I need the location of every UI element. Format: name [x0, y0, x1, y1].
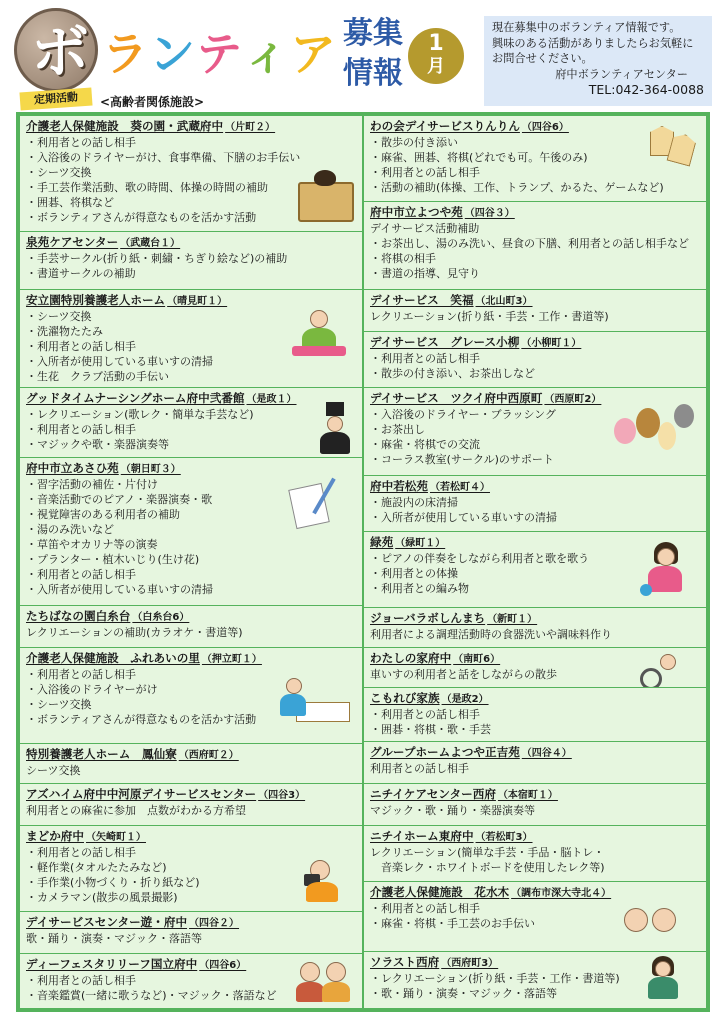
elderly-woman-body-icon: [322, 982, 350, 1002]
activity-line: ・利用者との話し相手: [26, 340, 136, 353]
facility-title: グループホームよつや正吉苑: [370, 745, 520, 759]
facility-cell: [364, 952, 706, 1008]
facility-location: （是政2）: [441, 694, 489, 705]
facility-location: （西府町3）: [441, 958, 499, 969]
magician-hat-icon: [326, 402, 344, 416]
activity-line: 音楽レク・ホワイトボードを使用したレク等): [370, 861, 605, 874]
knitting-woman-face-icon: [657, 548, 675, 566]
facility-title: デイサービス 笑福: [370, 293, 474, 307]
activity-line: ・プランター・植木いじり(生け花): [26, 553, 200, 566]
activity-line: ・利用者との話し相手: [26, 846, 136, 859]
activity-line: ・書道サークルの補助: [26, 267, 136, 280]
activity-line: ・ボランティアさんが得意なものを活かす活動: [26, 713, 257, 726]
activity-line: ・シーツ交換: [26, 166, 92, 179]
elderly-man-body-icon: [296, 982, 324, 1002]
activity-line: ・草笛やオカリナ等の演奏: [26, 538, 158, 551]
facility-cell: [20, 912, 362, 954]
facility-title: まどか府中: [26, 829, 84, 843]
facility-title: わの会デイサービスりんりん: [370, 119, 520, 133]
facility-cell: [20, 826, 362, 912]
facility-location: （四谷3）: [258, 790, 306, 801]
activity-line: ・散歩の付き添い: [370, 136, 458, 149]
activity-line: ・カメラマン(散歩の風景撮影): [26, 891, 178, 904]
page-title: [102, 18, 337, 84]
activity-line: ・手芸サークル(折り紙・刺繍・ちぎり絵など)の補助: [26, 252, 288, 265]
activity-line: ・利用者との話し相手: [370, 708, 480, 721]
facility-cell: [20, 648, 362, 744]
facility-title: ディーフェスタリリーフ国立府中: [26, 957, 198, 971]
facility-title: 緑苑: [370, 535, 394, 549]
facility-cell: [20, 388, 362, 458]
facility-location: （四谷３）: [464, 208, 515, 219]
activity-line: ・入所者が使用している車いすの清掃: [26, 355, 213, 368]
facility-title: アズハイム府中中河原デイサービスセンター: [26, 787, 257, 801]
activity-line: ・利用者との話し相手: [370, 902, 480, 915]
activity-line: レクリエーション(折り紙・手芸・工作・書道等): [370, 310, 609, 323]
facility-cell: [20, 954, 362, 1008]
wheelchair-helper-icon: [660, 654, 676, 670]
facility-title: 安立園特別養護老人ホーム: [26, 293, 166, 307]
activity-line: ・ピアノの伴奏をしながら利用者と歌を歌う: [370, 552, 590, 565]
recruit-heading: [338, 14, 408, 94]
facility-grid: [16, 112, 710, 1012]
bear-icon: [636, 408, 660, 438]
facility-location: （四谷４）: [521, 748, 572, 759]
facility-title: デイサービス グレース小柳: [370, 335, 520, 349]
knitting-woman-body-icon: [648, 566, 682, 592]
facility-cell: [364, 608, 706, 648]
facility-cell: [20, 606, 362, 648]
facility-location: （朝日町３）: [120, 464, 181, 475]
activity-line: ・利用者との話し相手: [26, 974, 136, 987]
facility-title: ソラスト西府: [370, 955, 440, 969]
activity-line: ・お茶出し、湯のみ洗い、昼食の下膳、利用者との話し相手など: [370, 237, 689, 250]
activity-line: ・マジックや歌・楽器演奏等: [26, 438, 169, 451]
activity-line: ・書道の指導、見守り: [370, 267, 480, 280]
facility-location: （白糸台6）: [132, 612, 190, 623]
title-char: ア: [290, 27, 337, 81]
facility-title: 府中市立あさひ苑: [26, 461, 119, 475]
facility-location: （新町１）: [487, 614, 538, 625]
facility-location: （四谷２）: [189, 918, 240, 929]
facility-location: （緑町１）: [395, 538, 446, 549]
towel-icon: [292, 346, 346, 356]
activity-line: ・湯のみ洗いなど: [26, 523, 114, 536]
info-box: [484, 16, 712, 106]
activity-line: ・活動の補助(体操、工作、トランプ、かるた、ゲームなど): [370, 181, 664, 194]
activity-line: ・利用者との話し相手: [26, 423, 136, 436]
tag-elder: <高齢者関係施設>: [100, 95, 205, 109]
activity-line: ・入浴後のドライヤーがけ、食事準備、下膳のお手伝い: [26, 151, 301, 164]
activity-line: デイサービス活動補助: [370, 222, 480, 235]
facility-location: （北山町3）: [475, 296, 533, 307]
facility-title: ジョーバラボしんまち: [370, 611, 486, 625]
activity-line: ・入浴後のドライヤー・ブラッシング: [370, 408, 556, 421]
caregiver-body-icon: [280, 694, 306, 716]
activity-line: ・利用者との話し相手: [26, 136, 136, 149]
facility-title: たちばなの園白糸台: [26, 609, 131, 623]
facility-location: （是政１）: [246, 394, 297, 405]
pig-icon: [614, 418, 636, 444]
go-bowl-icon: [314, 170, 336, 186]
activity-line: ・生花 クラブ活動の手伝い: [26, 370, 169, 383]
facility-location: （西府町２）: [178, 750, 239, 761]
rabbit-icon: [658, 422, 676, 450]
header: [0, 0, 724, 112]
magician-icon: [327, 416, 343, 432]
activity-line: 利用者との麻雀に参加 点数がわかる方希望: [26, 804, 246, 817]
facility-title: 介護老人保健施設 花水木: [370, 885, 510, 899]
facility-title: 介護老人保健施設 ふれあいの里: [26, 651, 200, 665]
title-char: ン: [149, 27, 196, 81]
activity-line: ・施設内の床清掃: [370, 496, 458, 509]
facility-cell: [364, 532, 706, 608]
activity-line: ・シーツ交換: [26, 698, 92, 711]
facility-title: わたしの家府中: [370, 651, 452, 665]
activity-line: ・ボランティアさんが得意なものを活かす活動: [26, 211, 257, 224]
facility-location: （西原町2）: [544, 394, 602, 405]
recruit-line2: 情報: [343, 56, 403, 91]
activity-line: ・歌・踊り・演奏・マジック・落語等: [370, 987, 557, 1000]
facility-cell: [364, 476, 706, 532]
facility-location: （若松町４）: [429, 482, 490, 493]
facility-cell: [364, 784, 706, 826]
elderly-man-icon: [300, 962, 320, 982]
logo-char: ボ: [30, 18, 89, 86]
facility-location: （片町２）: [225, 122, 276, 133]
right-column: [364, 116, 706, 1008]
elderly-woman-icon: [326, 962, 346, 982]
activity-line: ・音楽鑑賞(一緒に歌うなど)・マジック・落語など: [26, 989, 277, 1002]
facility-cell: [20, 116, 362, 232]
facility-cell: [364, 116, 706, 202]
facility-cell: [20, 232, 362, 290]
elderly-face-icon: [652, 908, 676, 932]
facility-cell: [364, 742, 706, 784]
facility-title: 特別養護老人ホーム 鳳仙寮: [26, 747, 177, 761]
activity-line: レクリエーション(簡単な手芸・手品・脳トレ・: [370, 846, 605, 859]
activity-line: シーツ交換: [26, 764, 81, 777]
month-unit: 月: [427, 56, 445, 77]
caregiver-icon: [286, 678, 302, 694]
activity-line: 歌・踊り・演奏・マジック・落語等: [26, 932, 202, 945]
go-board-icon: [298, 182, 354, 222]
activity-line: ・利用者との話し相手: [26, 568, 136, 581]
center-tel: TEL:042-364-0088: [588, 82, 704, 97]
activity-line: ・レクリエーション(折り紙・手芸・工作・書道等): [370, 972, 620, 985]
center-name: 府中ボランティアセンター: [555, 67, 688, 81]
facility-title: デイサービスセンター遊・府中: [26, 915, 188, 929]
title-char: ラ: [102, 27, 149, 81]
facility-location: （矢崎町１）: [85, 832, 146, 843]
facility-cell: [20, 458, 362, 606]
facility-cell: [364, 688, 706, 742]
activity-line: 利用者との話し相手: [370, 762, 469, 775]
facility-cell: [364, 202, 706, 290]
elderly-face-icon: [624, 908, 648, 932]
facility-cell: [364, 388, 706, 476]
facility-location: （四谷6）: [521, 122, 569, 133]
activity-line: ・囲碁、将棋など: [26, 196, 114, 209]
activity-line: ・麻雀・将棋・手工芸のお手伝い: [370, 917, 535, 930]
activity-line: ・利用者との話し相手: [370, 166, 480, 179]
facility-title: 府中若松苑: [370, 479, 428, 493]
activity-line: レクリエーションの補助(カラオケ・書道等): [26, 626, 243, 639]
activity-line: ・利用者との話し相手: [370, 352, 480, 365]
month-number: 1: [428, 31, 444, 56]
facility-title: 介護老人保健施設 葵の園・武蔵府中: [26, 119, 224, 133]
facility-location: （四谷6）: [199, 960, 247, 971]
facility-title: デイサービス ツクイ府中西原町: [370, 391, 543, 405]
recruit-line1: 募集: [343, 16, 403, 51]
activity-line: ・利用者との体操: [370, 567, 458, 580]
facility-title: こもれび家族: [370, 691, 440, 705]
activity-line: ・入所者が使用している車いすの清掃: [370, 511, 557, 524]
facility-location: （押立町１）: [201, 654, 262, 665]
facility-title: ニチイケアセンター西府: [370, 787, 496, 801]
title-char: ィ: [243, 27, 290, 81]
facility-cell: [364, 290, 706, 332]
facility-location: （小柳町１）: [521, 338, 582, 349]
facility-cell: [364, 648, 706, 688]
activity-line: ・麻雀、囲碁、将棋(どれでも可。午後のみ): [370, 151, 588, 164]
activity-line: ・利用者との編み物: [370, 582, 469, 595]
activity-line: ・シーツ交換: [26, 310, 92, 323]
facility-title: ニチイホーム東府中: [370, 829, 474, 843]
photographer-body-icon: [306, 882, 338, 902]
activity-line: ・レクリエーション(歌レク・簡単な手芸など): [26, 408, 254, 421]
facility-location: （武蔵台１）: [120, 238, 181, 249]
activity-line: ・入浴後のドライヤーがけ: [26, 683, 158, 696]
activity-line: ・手作業(小物づくり・折り紙など): [26, 876, 200, 889]
title-char: テ: [196, 27, 243, 81]
facility-title: 府中市立よつや苑: [370, 205, 463, 219]
month-badge: [408, 28, 464, 84]
facility-title: グッドタイムナーシングホーム府中弐番館: [26, 391, 245, 405]
facility-title: 泉苑ケアセンター: [26, 235, 119, 249]
wheelchair-icon: [640, 668, 662, 688]
activity-line: ・習字活動の補佐・片付け: [26, 478, 158, 491]
facility-location: （南町6）: [453, 654, 501, 665]
activity-line: マジック・歌・踊り・楽器演奏等: [370, 804, 535, 817]
activity-line: ・視覚障害のある利用者の補助: [26, 508, 180, 521]
activity-line: 利用者による調理活動時の食器洗いや調味料作り: [370, 628, 612, 641]
activity-line: ・散歩の付き添い、お茶出しなど: [370, 367, 535, 380]
facility-cell: [20, 744, 362, 784]
facility-cell: [364, 332, 706, 388]
facility-location: （調布市深大寺北４）: [511, 888, 612, 899]
facility-location: （晴見町１）: [167, 296, 228, 307]
info-line: 興味のある活動がありましたらお気軽に: [492, 36, 694, 50]
activity-line: ・軽作業(タオルたたみなど): [26, 861, 167, 874]
person-folding-icon: [310, 310, 328, 328]
tag-regular: 定期活動: [19, 88, 92, 111]
activity-line: ・手工芸作業活動、歌の時間、体操の時間の補助: [26, 181, 268, 194]
yarn-ball-icon: [640, 584, 652, 596]
left-column: [20, 116, 364, 1008]
activity-line: ・音楽活動でのピアノ・楽器演奏・歌: [26, 493, 213, 506]
facility-cell: [364, 826, 706, 882]
activity-line: 車いすの利用者と話をしながらの散歩: [370, 668, 557, 681]
activity-line: ・利用者との話し相手: [26, 668, 136, 681]
activity-line: ・お茶出し: [370, 423, 425, 436]
activity-line: ・入所者が使用している車いすの清掃: [26, 583, 213, 596]
activity-line: ・将棋の相手: [370, 252, 436, 265]
facility-cell: [364, 882, 706, 952]
activity-line: ・洗濯物たたみ: [26, 325, 103, 338]
activity-line: ・麻雀・将棋での交流: [370, 438, 480, 451]
woman-crafting-face-icon: [655, 961, 671, 977]
woman-crafting-body-icon: [648, 977, 678, 999]
facility-location: （若松町3）: [475, 832, 533, 843]
activity-line: ・コーラス教室(サークル)のサポート: [370, 453, 554, 466]
activity-line: ・囲碁・将棋・歌・手芸: [370, 723, 491, 736]
info-line: お問合せください。: [492, 52, 593, 65]
facility-location: （本宿町１）: [497, 790, 558, 801]
info-line: 現在募集中のボランティア情報です。: [492, 21, 681, 34]
magician-body-icon: [320, 432, 350, 454]
facility-cell: [20, 290, 362, 388]
facility-cell: [20, 784, 362, 826]
cat-icon: [674, 404, 694, 428]
